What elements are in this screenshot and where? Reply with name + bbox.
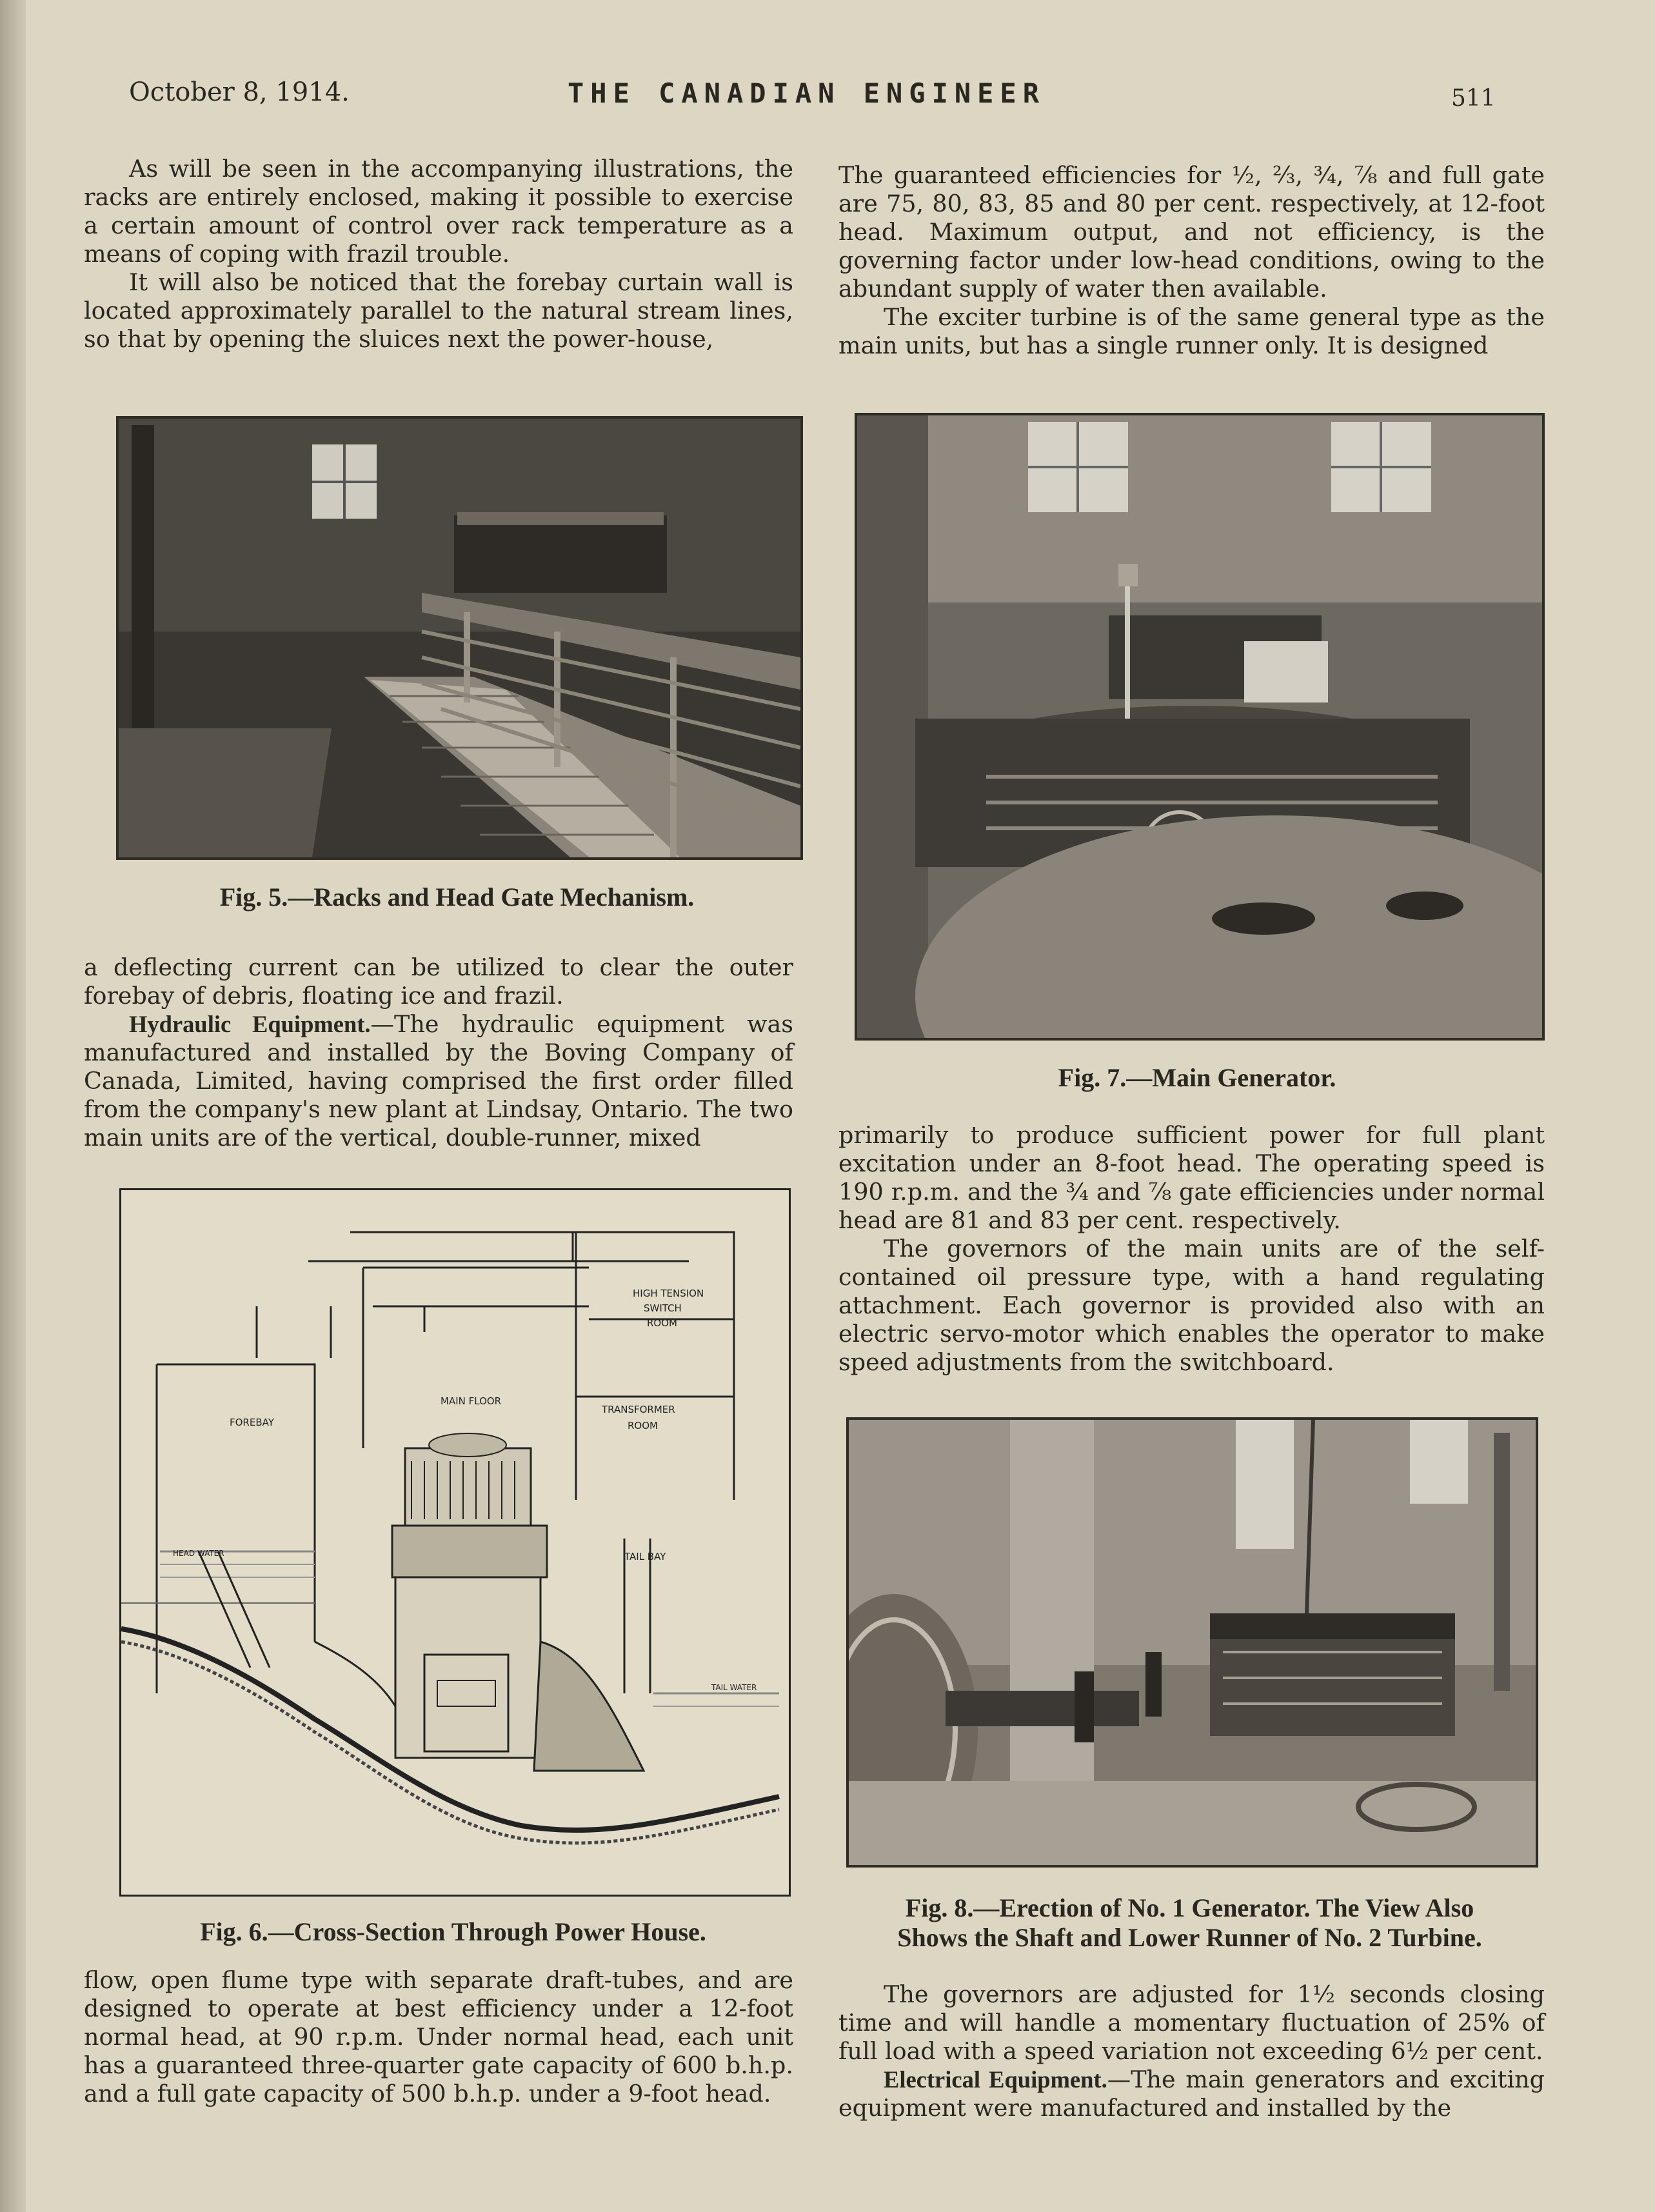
electrical-text: —The main generators and exciting equipment were manufactured and installed by the — [838, 2066, 1545, 2122]
hydraulic-heading: Hydraulic Equipment. — [129, 1011, 371, 1037]
paragraph: The exciter turbine is of the same general type as the main units, but has a single runner only. It is designed — [838, 303, 1545, 359]
fig7-caption: Fig. 7.—Main Generator. — [1058, 1063, 1336, 1092]
left-text-block-3 — [84, 1966, 793, 2108]
diagram-label-high-tension-3: ROOM — [647, 1317, 677, 1329]
paragraph: As will be seen in the accompanying illustrations, the racks are entirely enclosed, making it possible to exercise a certain amount of control over rack temperature as a means of coping with frazil trouble. — [84, 155, 793, 268]
right-text-block-3 — [838, 1980, 1545, 2122]
paragraph: a deflecting current can be utilized to clear the outer forebay of debris, floating ice and frazil. — [84, 953, 793, 1010]
diagram-label-high-tension-2: SWITCH — [644, 1302, 682, 1314]
header-date: October 8, 1914. — [129, 77, 350, 107]
paragraph: flow, open flume type with separate draft-tubes, and are designed to operate at best efficiency under a 12-foot normal head, at 90 r.p.m. Under normal head, each unit has a guaranteed three-quarter gate capacity of 600 b.h.p. and a full gate capacity of 500 b.h.p. under a 9-foot head. — [84, 1966, 793, 2107]
paragraph: The guaranteed efficiencies for ½, ⅔, ¾, ⅞ and full gate are 75, 80, 83, 85 and 80 per cent. respectively, at 12-foot head. Maximum output, and not efficiency, is the governing factor under low-head conditions, owing to the abundant supply of water then available. — [838, 161, 1545, 303]
header-title: THE CANADIAN ENGINEER — [568, 77, 1046, 109]
paragraph: primarily to produce sufficient power for full plant excitation under an 8-foot head. The operating speed is 190 r.p.m. and the ¾ and ⅞ gate efficiencies under normal head are 81 and 83 per cent. respectively. — [838, 1121, 1545, 1234]
page-gutter — [0, 0, 26, 2212]
fig6-cross-section-diagram — [119, 1188, 791, 1897]
paragraph: It will also be noticed that the forebay curtain wall is located approximately parallel to the natural stream lines, so that by opening the sluices next the power-house, — [84, 268, 793, 353]
diagram-label-tail-water: TAIL WATER — [711, 1683, 757, 1692]
fig7-photo — [855, 413, 1545, 1041]
right-text-block-2 — [838, 1121, 1545, 1377]
diagram-label-transformer-2: ROOM — [628, 1420, 658, 1431]
diagram-label-head-water: HEAD WATER — [173, 1549, 224, 1558]
hydraulic-text: —The hydraulic equipment was manufactured and installed by the Boving Company of Canada, Limited, having comprised the first order filled from the company's new plant at Lindsay, Ontario. The two main units are of the vertical, double-runner, mixed — [84, 1010, 793, 1151]
diagram-label-transformer-1: TRANSFORMER — [602, 1404, 675, 1415]
paragraph — [838, 2066, 1545, 2122]
paragraph — [84, 1010, 793, 1152]
fig8-caption-line-2: Shows the Shaft and Lower Runner of No. 2 Turbine. — [897, 1923, 1482, 1952]
fig8-caption-line-1: Fig. 8.—Erection of No. 1 Generator. The View Also — [905, 1893, 1474, 1922]
electrical-heading: Electrical Equipment. — [884, 2066, 1107, 2093]
paragraph: The governors of the main units are of the self-contained oil pressure type, with a hand regulating attachment. Each governor is provided also with an electric servo-motor which enables the operator to make speed adjustments from the switchboard. — [838, 1235, 1545, 1376]
fig6-caption: Fig. 6.—Cross-Section Through Power House. — [200, 1917, 706, 1946]
fig8-photo — [846, 1417, 1538, 1868]
left-text-block-2 — [84, 953, 793, 1152]
fig8-caption — [846, 1893, 1533, 1953]
paragraph: The governors are adjusted for 1½ seconds closing time and will handle a momentary fluctuation of 25% of full load with a speed variation not exceeding 6½ per cent. — [838, 1980, 1545, 2065]
header-page-number: 511 — [1451, 85, 1496, 112]
right-text-block-1 — [838, 161, 1545, 360]
fig5-caption: Fig. 5.—Racks and Head Gate Mechanism. — [219, 882, 695, 912]
diagram-label-forebay: FOREBAY — [230, 1417, 274, 1428]
diagram-label-main-floor: MAIN FLOOR — [441, 1395, 502, 1407]
left-text-block-1 — [84, 155, 793, 354]
diagram-label-tail-bay: TAIL BAY — [624, 1551, 666, 1562]
fig5-photo — [116, 416, 803, 860]
diagram-label-high-tension-1: HIGH TENSION — [633, 1288, 704, 1299]
